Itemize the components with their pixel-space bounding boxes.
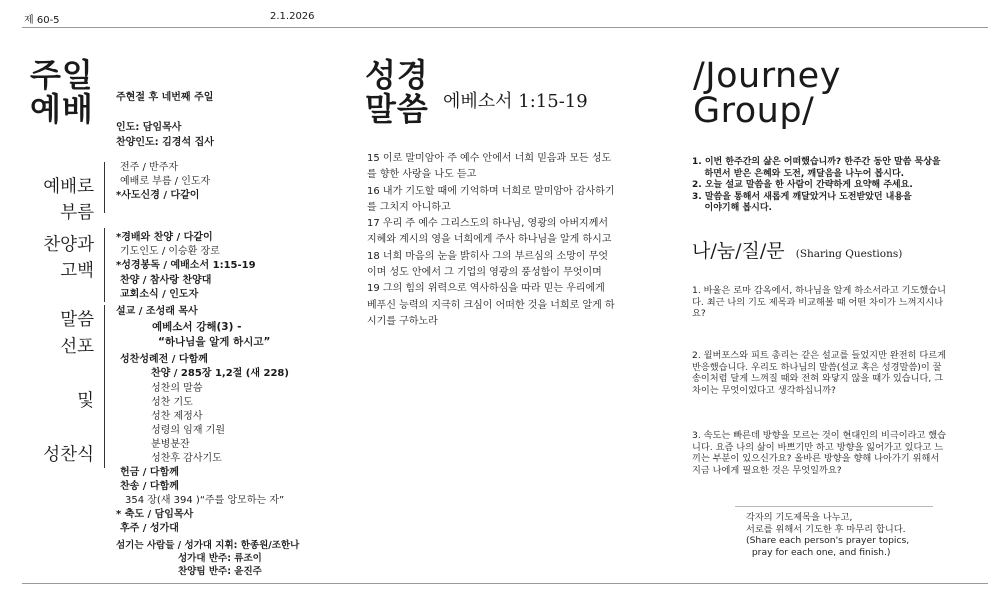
order-item: 분병분잔 [151,439,190,450]
closing-note [746,512,909,558]
section-title-sermon-communion: 말씀 선포 및 성찬식 [43,310,94,465]
order-item: 기도인도 / 이승환 장로 [120,246,220,257]
section-title-call-to-worship: 예배로 부름 [43,177,94,223]
order-item: 설교 / 조성래 목사 [116,306,198,317]
journey-title-line-2: Group/ [693,91,815,131]
servers-line-1: 섬기는 사람들 / 성가대 지휘: 한종원/조한나 [116,540,300,551]
order-item: 예베소서 강해(3) - [152,321,242,333]
section-divider-1 [104,162,105,213]
scripture-text [367,151,615,330]
section-divider-3 [104,305,105,468]
order-item: 성령의 임재 기원 [151,425,225,436]
servers-line-3: 찬양팀 반주: 윤진주 [178,566,262,577]
order-item: 성찬성례전 / 다함께 [120,354,208,365]
verse-line: 베푸신 능력의 지극히 크심이 어떠한 것을 너희로 알게 하 [367,299,615,311]
verse-line: 시기를 구하노라 [367,315,438,327]
order-item: *경배와 찬양 / 다같이 [116,232,213,243]
scripture-reference: 에베소서 1:15-19 [443,91,588,112]
sharing-question-line: 다. 최근 나의 기도 제목과 비교해볼 때 어떤 차이가 느껴지시나 [692,296,944,308]
leader: 인도: 담임목사 [116,122,182,133]
order-item: 교회소식 / 인도자 [120,289,199,300]
date: 2.1.2026 [270,11,315,22]
discussion-questions [692,157,941,215]
order-item: 성찬후 감사기도 [151,453,222,464]
sharing-question-line: 니다. 요즘 나의 삶이 바쁘기만 하고 방향을 잃어가고 있다고 느 [692,441,944,453]
sharing-title: 나/눔/질/문 [692,240,785,262]
order-item: 헌금 / 다함께 [120,467,179,478]
sharing-question-line: 끼는 부분이 있으신가요? 올바른 방향을 향해 나아가기 위해서 [692,453,940,465]
sharing-question-line: 반응했습니다. 우리도 하나님의 말씀(설교 혹은 성경말씀)이 꿀 [692,361,942,373]
order-item: 전주 / 반주자 [120,162,179,173]
sharing-question-line: 요? [692,308,706,320]
journey-title-line-1: /Journey [693,56,841,96]
question-line: 하면서 받은 은혜와 도전, 깨달음을 나누어 봅시다. [692,168,905,179]
question-line: 이야기해 봅시다. [692,203,772,213]
section-divider-2 [104,228,105,302]
order-item: 성찬의 말씀 [151,383,203,394]
order-item: 후주 / 성가대 [120,523,179,534]
order-item: 찬송 / 다함께 [120,481,179,492]
closing-line: (Share each person's prayer topics, [746,535,910,547]
question-line: 1. 이번 한주간의 삶은 어떠했습니까? 한주간 동안 말씀 묵상을 [692,157,941,167]
sharing-question [692,285,946,320]
question-line: 3. 말씀을 통해서 새롭게 깨달았거나 도전받았던 내용을 [692,191,912,202]
closing-line: 서로를 위해서 기도한 후 마무리 합니다. [746,523,906,535]
servers-line-2: 성가대 반주: 류조이 [178,553,262,564]
journey-group-title [693,56,841,131]
verse-line: 지혜와 계시의 영을 너희에게 주사 하나님을 알게 하시고 [367,234,612,246]
order-item: 성찬 제정사 [151,411,203,422]
verse-line: 를 향한 사랑을 나도 듣고 [367,169,477,181]
sunday-subtitle: 주현절 후 네번째 주일 [116,92,214,103]
closing-rule [735,506,933,507]
sharing-question [692,430,946,476]
sharing-question [692,350,946,396]
scripture-title-line-2: 말씀 [365,90,429,128]
worship-title-line-2: 예배 [30,90,94,128]
order-item: * 축도 / 담임목사 [116,509,194,520]
sharing-title-en: (Sharing Questions) [795,248,903,260]
sharing-heading [692,236,902,263]
verse-line: 16 내가 기도할 때에 기억하며 너희로 말미암아 감사하기 [367,185,615,197]
verse-line: 18 너희 마음의 눈을 밝히사 그의 부르심의 소망이 무엇 [367,250,609,262]
order-item: 찬양 / 285장 1,2절 (새 228) [151,368,289,379]
scripture-title-line-1: 성경 [365,56,429,94]
order-item: 찬양 / 참사랑 찬양대 [120,275,212,286]
order-item: “하나님을 알게 하시고” [158,336,271,348]
order-item: *사도신경 / 다같이 [116,190,200,201]
song-leader: 찬양인도: 김경석 집사 [116,137,214,148]
section-title-praise-confession: 찬양과 고백 [43,235,94,281]
sharing-question-line: 2. 윌버포스와 피트 총리는 같은 설교를 들었지만 완전히 다르게 [692,350,947,361]
order-item: 성찬 기도 [151,397,193,408]
sharing-question-line: 지금 나에게 필요한 것은 무엇일까요? [692,464,842,476]
verse-line: 17 우리 주 예수 그리스도의 하나님, 영광의 아버지께서 [367,218,609,230]
sharing-question-line: 차이는 무엇이었다고 생각하십니까? [692,384,836,396]
verse-line: 19 그의 힘의 위력으로 역사하심을 따라 믿는 우리에게 [367,283,605,295]
order-item: *성경봉독 / 예배소서 1:15-19 [116,260,256,271]
verse-line: 를 그치지 아니하고 [367,201,451,213]
sharing-question-line: 1. 바울은 로마 감옥에서, 하나님을 알게 하소서라고 기도했습니 [692,285,947,296]
worship-title [30,58,94,126]
order-item: 354 장(새 394 )“주를 앙모하는 자” [125,495,285,506]
order-item: 예배로 부름 / 인도자 [120,176,211,187]
sharing-question-line: 송이처럼 달게 느껴질 때와 전혀 와닿지 않을 때가 있습니다, 그 [692,373,944,385]
question-line: 2. 오늘 설교 말씀을 한 사람이 간략하게 요약해 주세요. [692,180,913,190]
closing-line: pray for each one, and finish.) [746,546,891,558]
top-rule [22,27,988,28]
verse-line: 이며 성도 안에서 그 기업의 영광의 풍성함이 무엇이며 [367,267,602,279]
page-number: 제 60-5 [24,15,60,26]
sharing-question-line: 3. 속도는 빠른데 방향을 모르는 것이 현대인의 비극이라고 했습 [692,430,947,441]
bottom-rule [22,583,988,584]
scripture-title [365,58,429,126]
verse-line: 15 이로 말미암아 주 예수 안에서 너희 믿음과 모든 성도 [367,153,612,164]
worship-title-line-1: 주일 [30,56,94,94]
closing-line: 각자의 기도제목을 나누고, [746,512,853,523]
